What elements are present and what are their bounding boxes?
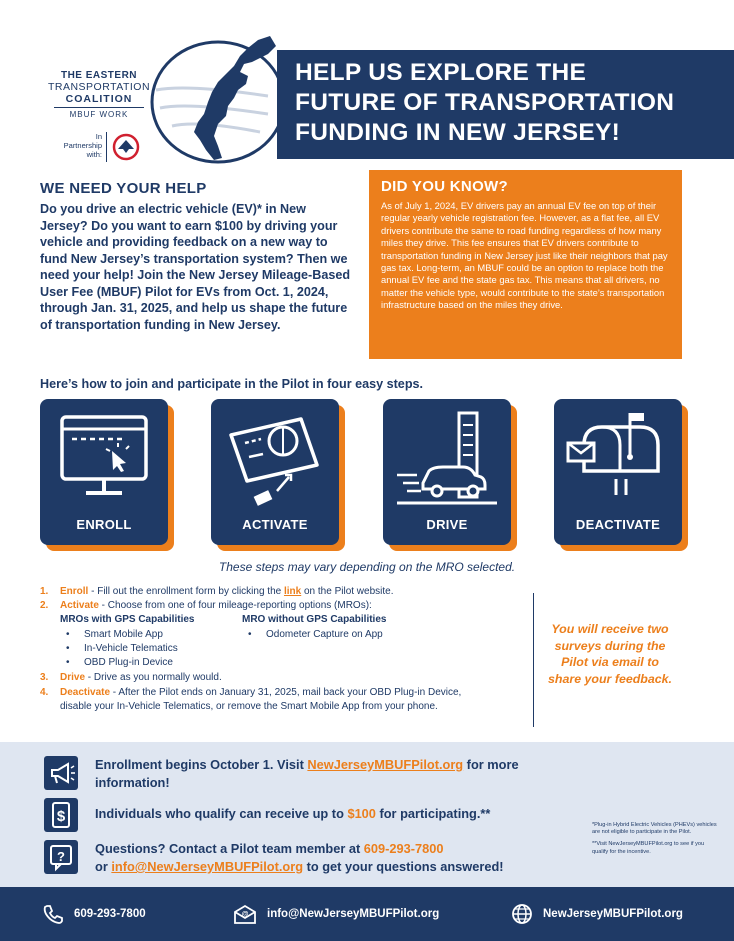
incentive-text-post: for participating.** <box>375 806 491 821</box>
need-help-body: Do you drive an electric vehicle (EV)* in New Jersey? Do you want to earn $100 by driving your vehicle and providing feedback on a new way to fund New Jersey’s transportation system? Then we need your help! Join the New Jersey Mileage-Based User Fee (MBUF) Pilot for EVs from Oct. 1, 2024, through Jan. 31, 2025, and help us shape the future of transportation funding in New Jersey. <box>40 202 351 332</box>
step-card-activate <box>211 399 345 551</box>
step-1 <box>40 585 520 599</box>
step-3 <box>40 671 520 685</box>
card-label-enroll: ENROLL <box>76 517 132 532</box>
step-1-text-post: on the Pilot website. <box>301 586 394 597</box>
dollar-icon <box>44 798 78 832</box>
globe-icon <box>511 903 533 925</box>
title-line-2: FUTURE OF TRANSPORTATION <box>295 89 675 116</box>
step-4-text-line-2: disable your In-Vehicle Telematics, or remove the Smart Mobile App from your phone. <box>60 700 438 712</box>
surveys-note: You will receive two surveys during the Pilot via email to share your feedback. <box>548 622 672 686</box>
card-label-deactivate: DEACTIVATE <box>575 517 661 532</box>
steps-heading: Here’s how to join and participate in the Pilot in four easy steps. <box>40 377 424 391</box>
svg-text:$: $ <box>56 808 66 825</box>
step-card-drive <box>383 399 517 551</box>
mro-options <box>60 613 520 671</box>
question-icon <box>44 840 78 874</box>
contact-or: or <box>95 859 112 874</box>
svg-text:?: ? <box>57 849 65 864</box>
contact-phone[interactable]: 609-293-7800 <box>363 841 444 856</box>
coalition-logo <box>40 32 280 172</box>
step-1-number: 1. <box>40 586 49 597</box>
step-3-name: Drive <box>60 672 86 684</box>
incentive-info <box>95 805 490 823</box>
did-you-know-box <box>369 170 682 359</box>
card-label-drive: DRIVE <box>426 517 468 532</box>
info-band <box>0 742 734 887</box>
partner-divider <box>106 132 107 162</box>
mro-item: • OBD Plug-in Device <box>66 656 194 670</box>
incentive-amount: $100 <box>347 806 376 821</box>
footer <box>0 887 734 941</box>
step-card-enroll <box>40 399 174 551</box>
footer-website[interactable] <box>511 903 683 925</box>
did-you-know-body: As of July 1, 2024, EV drivers pay an annual EV fee on top of their regular yearly vehicle registration fee. However, as a flat fee, all EV drivers contribute the same to road funding regardless of how many miles they drive. This fee ensures that EV drivers contribute to transportation funding in New Jersey just like their neighbors that pay gas tax. Long-term, an MBUF could be an option to replace both the annual EV fee and the state gas tax. This means that all drivers, no matter the vehicle type, would contribute to the state’s transportation infrastructure based on the miles they drive. <box>381 200 668 311</box>
page-title <box>277 50 734 159</box>
footer-email[interactable] <box>233 903 439 925</box>
step-4 <box>40 686 520 700</box>
steps-list <box>40 585 520 714</box>
enrollment-info <box>95 756 519 792</box>
footer-phone-text: 609-293-7800 <box>74 908 146 920</box>
megaphone-icon <box>44 756 78 790</box>
footnote-1: *Plug-in Hybrid Electric Vehicles (PHEVs) vehicles are not eligible to participate in the Pilot. <box>592 822 717 836</box>
incentive-text: Individuals who qualify can receive up to <box>95 806 348 821</box>
step-3-number: 3. <box>40 672 49 684</box>
contact-email-link[interactable]: info@NewJerseyMBUFPilot.org <box>111 859 304 874</box>
title-line-3: FUNDING IN NEW JERSEY! <box>295 119 621 146</box>
logo-line-2: TRANSPORTATION <box>47 81 151 93</box>
enrollment-link[interactable]: link <box>283 586 302 597</box>
divider <box>533 593 534 727</box>
footer-email-text: info@NewJerseyMBUFPilot.org <box>267 908 440 920</box>
step-2 <box>40 599 520 613</box>
step-3-text: - Drive as you normally would. <box>85 672 222 684</box>
step-1-text-pre: - Fill out the enrollment form by clicking the <box>88 586 284 597</box>
footnotes <box>592 822 717 861</box>
footer-website-text: NewJerseyMBUFPilot.org <box>543 908 683 920</box>
footer-phone[interactable] <box>42 903 146 925</box>
website-link[interactable]: NewJerseyMBUFPilot.org <box>307 757 464 772</box>
card-label-activate: ACTIVATE <box>242 517 308 532</box>
step-2-number: 2. <box>40 600 49 612</box>
mro-item: • Smart Mobile App <box>66 628 194 642</box>
partnership-label: In Partnership with: <box>63 132 102 159</box>
footnote-2: **Visit NewJerseyMBUFPilot.org to see if you qualify for the incentive. <box>592 841 705 855</box>
svg-text:@: @ <box>241 911 249 918</box>
mro-gps-column <box>60 613 194 670</box>
logo-line-1: THE EASTERN <box>60 70 138 81</box>
logo-line-4: MBUF WORK <box>54 107 144 119</box>
enrollment-text: Enrollment begins October 1. Visit <box>95 757 308 772</box>
step-4-number: 4. <box>40 686 49 698</box>
step-4-name: Deactivate <box>60 686 111 698</box>
partner-logo-icon <box>112 133 140 161</box>
title-line-1: HELP US EXPLORE THE <box>295 59 587 86</box>
did-you-know-heading: DID YOU KNOW? <box>381 178 508 195</box>
step-2-name: Activate <box>60 600 99 612</box>
step-card-deactivate <box>554 399 688 551</box>
enrollment-text-line-2: information! <box>95 775 170 790</box>
mro-no-gps-column <box>242 613 386 641</box>
contact-text-post: to get your questions answered! <box>303 859 504 874</box>
mro-item: • Odometer Capture on App <box>248 628 386 642</box>
email-icon <box>233 903 257 925</box>
logo-line-3: COALITION <box>65 93 133 105</box>
step-1-name: Enroll <box>60 586 89 597</box>
need-help-section <box>40 180 352 333</box>
east-coast-map-icon <box>148 32 298 164</box>
contact-text: Questions? Contact a Pilot team member at <box>95 841 364 856</box>
mro-item: • In-Vehicle Telematics <box>66 642 194 656</box>
step-4-text: - After the Pilot ends on January 31, 2025, mail back your OBD Plug-in Device, <box>110 686 462 698</box>
phone-icon <box>42 903 64 925</box>
step-2-text: - Choose from one of four mileage-reporting options (MROs): <box>98 600 372 612</box>
mro-gps-heading: MROs with GPS Capabilities <box>60 614 195 626</box>
mro-no-gps-heading: MRO without GPS Capabilities <box>242 614 387 626</box>
steps-note: These steps may vary depending on the MRO selected. <box>218 560 516 574</box>
enrollment-text-post: for more <box>463 757 519 772</box>
contact-info <box>95 840 504 876</box>
need-help-heading: WE NEED YOUR HELP <box>40 180 207 197</box>
